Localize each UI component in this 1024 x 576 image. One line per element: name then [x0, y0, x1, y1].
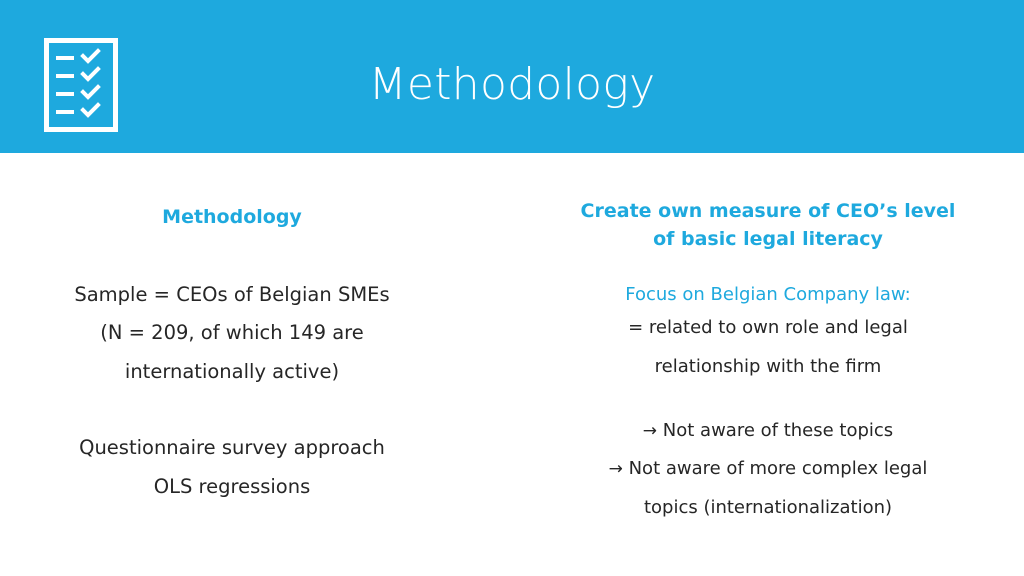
arrow-right-icon: →	[642, 421, 658, 441]
focus-label: Focus on Belgian Company law:	[625, 284, 911, 305]
bullet-2-text: Not aware of more complex legal	[628, 458, 928, 479]
page-title: Methodology	[368, 59, 656, 110]
focus-line-2: relationship with the firm	[654, 356, 882, 377]
bullet-2-continuation: topics (internationalization)	[643, 497, 893, 518]
bullet-1	[540, 420, 996, 441]
left-heading: Methodology	[162, 206, 302, 228]
bullet-2	[540, 458, 996, 479]
method-line-2: OLS regressions	[153, 475, 311, 498]
method-line-1: Questionnaire survey approach	[79, 436, 385, 459]
title-bar	[0, 0, 1024, 153]
right-heading-line-1: Create own measure of CEO’s level	[580, 200, 956, 222]
sample-line-1: Sample = CEOs of Belgian SMEs	[74, 283, 390, 306]
focus-line-1: = related to own role and legal	[628, 317, 908, 338]
bullet-1-text: Not aware of these topics	[662, 420, 894, 441]
arrow-right-icon: →	[608, 459, 623, 479]
sample-line-3: internationally active)	[124, 360, 340, 383]
right-heading-line-2: of basic legal literacy	[653, 228, 883, 250]
sample-line-2: (N = 209, of which 149 are	[100, 321, 364, 344]
